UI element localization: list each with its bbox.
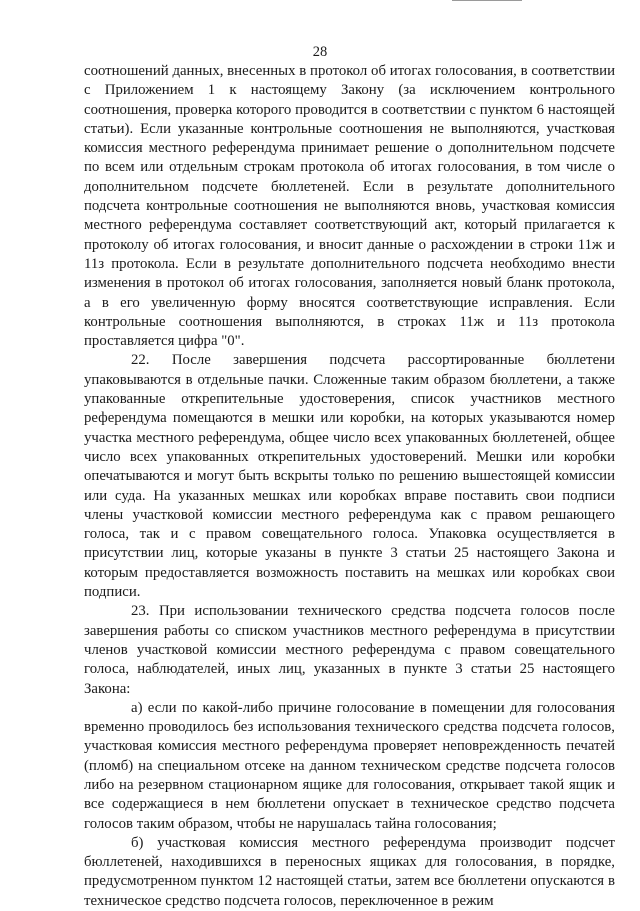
top-rule xyxy=(452,0,522,2)
paragraph-clause-23: 23. При использовании технического средства подсчета голосов после завершения работы со списком участников местного референдума в присутствии членов участковой комиссии местного референдума с правом совещательного голоса, наблюдателей, иных лиц, указанных в пункте 3 статьи 25 настоящего Закона: xyxy=(84,603,615,697)
page-number: 28 xyxy=(312,44,328,60)
document-body xyxy=(84,62,615,911)
paragraph-subclause-a: а) если по какой-либо причине голосование в помещении для голосования временно проводилось без использования технического средства подсчета голосов, участковая комиссия местного референдума проверяет неповрежденность печатей (пломб) на специальном отсеке на данном техническом средстве подсчета голосов либо на резервном стационарном ящике для голосования, открывает такой ящик и все содержащиеся в нем бюллетени опускает в техническое средство подсчета голосов таким образом, чтобы не нарушалась тайна голосования; xyxy=(84,699,615,832)
paragraph-clause-22: 22. После завершения подсчета рассортированные бюллетени упаковываются в отдельные пачки. Сложенные таким образом бюллетени, а также упакованные открепительные удостоверения, список участников местного референдума помещаются в мешки или коробки, на которых указываются номер участка местного референдума, общее число всех упакованных бюллетеней, общее число всех упакованных открепительных удостоверений. Мешки или коробки опечатываются и могут быть вскрыты только по решению вышестоящей комиссии или суда. На указанных мешках или коробках вправе поставить свои подписи члены участковой комиссии местного референдума как с правом решающего голоса, так и с правом совещательного голоса. Упаковка осуществляется в присутствии лиц, которые указаны в пункте 3 статьи 25 настоящего Закона и которым предоставляется возможность поставить на мешках или коробках свои подписи. xyxy=(84,352,615,601)
paragraph-subclause-b: б) участковая комиссия местного референдума производит подсчет бюллетеней, находившихся в переносных ящиках для голосования, в порядке, предусмотренном пунктом 12 настоящей статьи, затем все бюллетени опускаются в техническое средство подсчета голосов, переключенное в режим xyxy=(84,834,615,909)
paragraph-continuation: соотношений данных, внесенных в протокол об итогах голосования, в соответствии с Приложением 1 к настоящему Закону (за исключением контрольного соотношения, проверка которого проводится в соответствии с пунктом 6 настоящей статьи). Если указанные контрольные соотношения не выполняются, участковая комиссия местного референдума принимает решение о дополнительном подсчете по всем или отдельным строкам протокола об итогах голосования, в том числе о дополнительном подсчете бюллетеней. Если в результате дополнительного подсчета контрольные соотношения не выполняются вновь, участковая комиссия местного референдума составляет соответствующий акт, который прилагается к протоколу об итогах голосования, и вносит данные о расхождении в строки 11ж и 11з протокола. Если в результате дополнительного подсчета необходимо внести изменения в протокол об итогах голосования, заполняется новый бланк протокола, а в его увеличенную форму вносятся соответствующие исправления. Если контрольные соотношения выполняются, в строках 11ж и 11з протокола проставляется цифра "0". xyxy=(84,63,615,350)
